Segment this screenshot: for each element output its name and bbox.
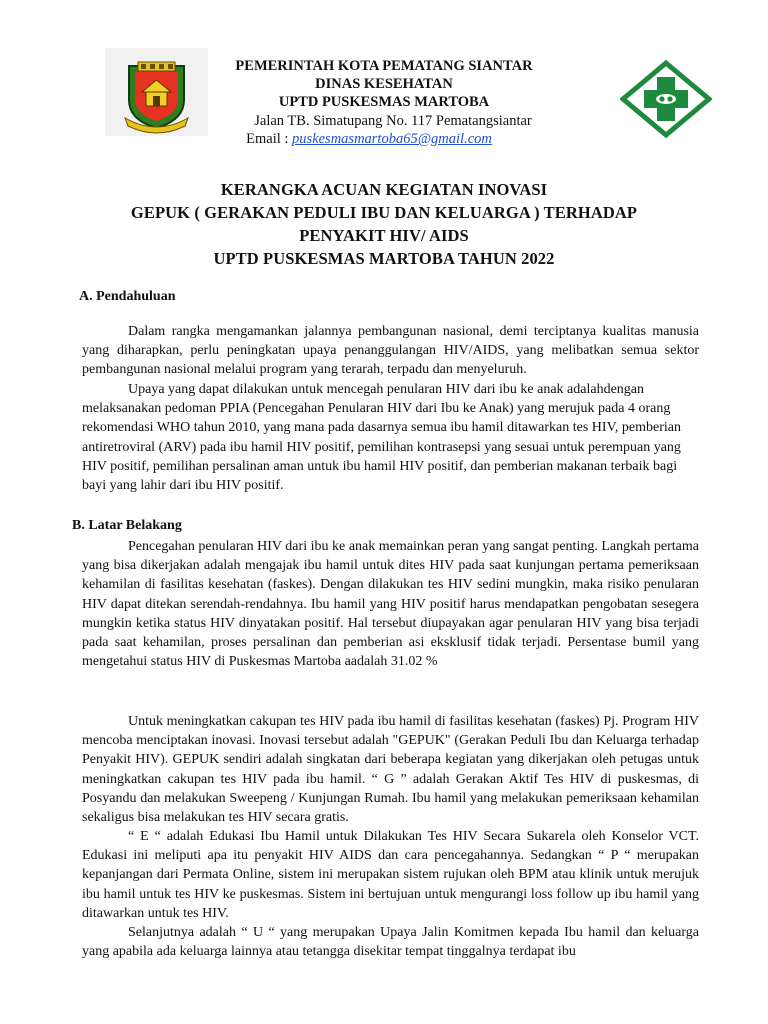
email-label: Email : bbox=[246, 131, 293, 147]
email-link[interactable]: puskesmasmartoba65@gmail.com bbox=[292, 131, 492, 147]
section-a-paragraph-2: Upaya yang dapat dilakukan untuk mencegah penularan HIV dari ibu ke anak adalahdengan melaksanakan pedoman PPIA (Pencegahan Penularan HIV dari Ibu ke Anak) yang merujuk pada 4 orang rekomendasi WHO tahun 2010, yang mana pada dasarnya semua ibu hamil ditawarkan tes HIV, pemberian antiretroviral (ARV) pada ibu hamil HIV positif, pemilihan kontrasepsi yang sesuai untuk perempuan yang HIV positif, pemilihan persalinan aman untuk ibu hamil HIV positif, dan pemberian makanan terbaik bagi bayi yang lahir dari ibu HIV positif. bbox=[82, 382, 681, 494]
title-line-4: UPTD PUSKESMAS MARTOBA TAHUN 2022 bbox=[213, 249, 555, 268]
title-line-3: PENYAKIT HIV/ AIDS bbox=[299, 226, 469, 245]
letterhead-unit: UPTD PUSKESMAS MARTOBA bbox=[278, 94, 490, 110]
section-a-paragraph-1: Dalam rangka mengamankan jalannya pembangunan nasional, demi terciptanya kualitas manusia yang diharapkan, perlu peningkatan upaya penanggulangan HIV/AIDS, yang melibatkan semua sektor pembangunan nasional melalui program yang terarah, terpadu dan menyeluruh. bbox=[82, 324, 699, 378]
section-b-paragraph-2: Untuk meningkatkan cakupan tes HIV pada ibu hamil di fasilitas kesehatan (faskes) Pj. Program HIV mencoba menciptakan inovasi. Inovasi tersebut adalah "GEPUK" (Gerakan Peduli Ibu dan Keluarga terhadap Penyakit HIV). GEPUK sendiri adalah singkatan dari beberapa kegiatan yang dikerjakan oleh petugas untuk meningkatkan cakupan tes HIV pada ibu hamil. “ G ” adalah Gerakan Aktif Tes HIV di puskesmas, di Posyandu dan melakukan Sweepeng / Kunjungan Rumah. Ibu hamil yang melakukan pemeriksaan kehamilan sekaligus bisa melakukan tes HIV secara gratis. bbox=[82, 714, 699, 826]
letterhead-department: DINAS KESEHATAN bbox=[315, 76, 453, 92]
title-line-2: GEPUK ( GERAKAN PEDULI IBU DAN KELUARGA ) TERHADAP bbox=[130, 203, 638, 222]
title-line-1: KERANGKA ACUAN KEGIATAN INOVASI bbox=[220, 180, 548, 199]
section-b-paragraph-4: Selanjutnya adalah “ U “ yang merupakan Upaya Jalin Komitmen kepada Ibu hamil dan keluarga yang apabila ada keluarga lainnya atau tetangga disekitar tempat tinggalnya terdapat ibu bbox=[82, 925, 699, 960]
puskesmas-logo bbox=[620, 60, 712, 138]
puskesmas-cross-icon bbox=[620, 60, 712, 138]
letterhead-government: PEMERINTAH KOTA PEMATANG SIANTAR bbox=[235, 58, 533, 74]
section-b-paragraph-1: Pencegahan penularan HIV dari ibu ke anak memainkan peran yang sangat penting. Langkah pertama yang bisa dikerjakan adalah mengajak ibu hamil untuk dites HIV pada saat kunjungan pertama pemeriksaan kehamilan di fasilitas kesehatan (faskes). Dengan dilakukan tes HIV sedini mungkin, maka risiko penularan HIV dapat ditekan serendah-rendahnya. Ibu hamil yang HIV positif harus mendapatkan pengobatan sesegera mungkin ketika status HIV dinyatakan positif. Hal tersebut diupayakan agar penularan HIV yang bisa terjadi pada saat kehamilan, proses persalinan dan pemberian asi eksklusif tidak terjadi. Persentase bumil yang mengetahui status HIV di Puskesmas Martoba aadalah 31.02 % bbox=[82, 539, 699, 670]
section-b-paragraph-3: “ E “ adalah Edukasi Ibu Hamil untuk Dilakukan Tes HIV Secara Sukarela oleh Konselor VCT. Edukasi ini meliputi apa itu penyakit HIV AIDS dan cara pencegahannya. Sedangkan “ P “ merupakan kepanjangan dari Permata Online, sistem ini merupakan sistem rujukan oleh BPM atau klinik untuk merujuk ibu hamil untuk tes HIV ke puskesmas. Sistem ini bertujuan untuk mengurangi loss follow up ibu hamil yang ditawarkan untuk tes HIV. bbox=[82, 829, 699, 921]
section-b-heading: B. Latar Belakang bbox=[72, 518, 182, 533]
section-a-heading: A. Pendahuluan bbox=[79, 289, 176, 304]
letterhead-address: Jalan TB. Simatupang No. 117 Pematangsiantar bbox=[254, 113, 532, 129]
